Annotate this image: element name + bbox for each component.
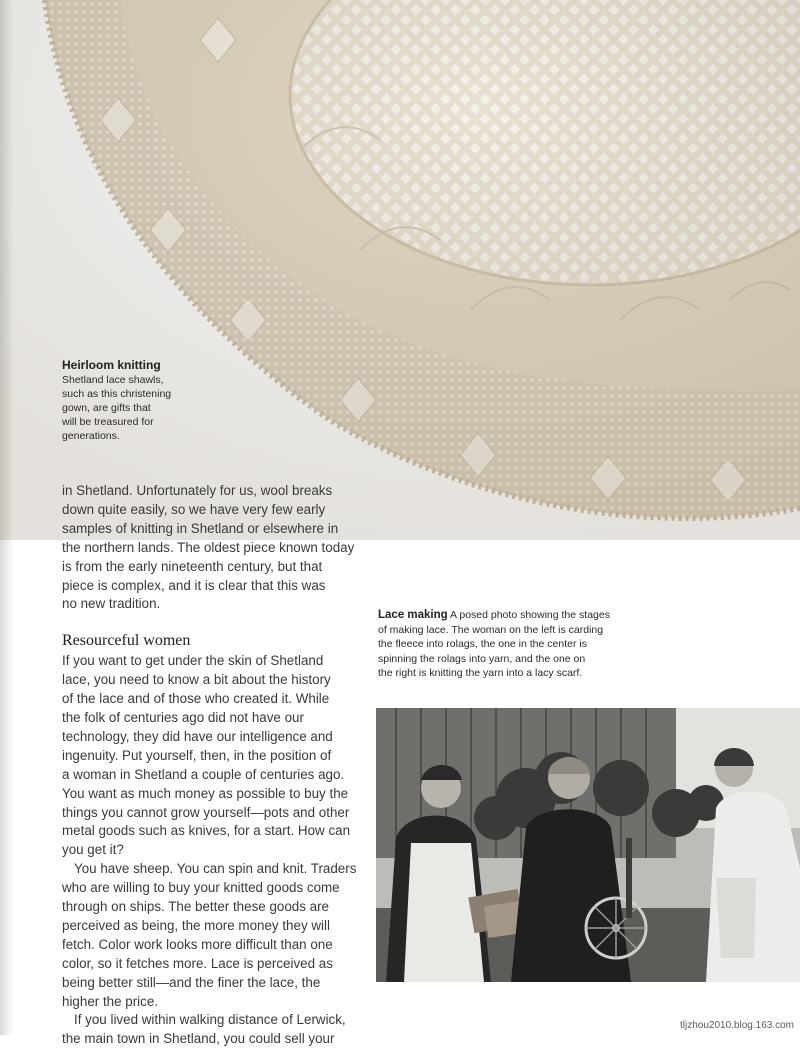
text-line: You have sheep. You can spin and knit. Traders bbox=[74, 861, 357, 877]
text-line: You want as much money as possible to buy the bbox=[62, 785, 349, 801]
paragraph-2 bbox=[62, 860, 382, 1011]
text-line: you get it? bbox=[62, 842, 124, 858]
text-line: the northern lands. The oldest piece known today bbox=[62, 539, 355, 555]
text-line: of the lace and of those who created it. While bbox=[62, 691, 330, 707]
text-line: down quite easily, so we have very few early bbox=[62, 501, 326, 517]
caption-lace-making bbox=[378, 608, 648, 681]
caption-heirloom-line: generations. bbox=[62, 430, 120, 442]
text-line: If you want to get under the skin of Shetland bbox=[62, 653, 324, 669]
text-line: color, so it fetches more. Lace is perceived as bbox=[62, 955, 333, 971]
text-line: being better still—and the finer the lace, the bbox=[62, 974, 321, 990]
caption-lace-line: the right is knitting the yarn into a lacy scarf. bbox=[378, 667, 583, 679]
caption-lace-line: A posed photo showing the stages bbox=[450, 609, 610, 621]
caption-heirloom-line: will be treasured for bbox=[62, 416, 154, 428]
caption-heirloom-line: gown, are gifts that bbox=[62, 402, 151, 414]
caption-lace-line: of making lace. The woman on the left is carding bbox=[378, 623, 604, 636]
footer-credit: tljzhou2010.blog.163.com bbox=[680, 1020, 794, 1031]
text-line: no new tradition. bbox=[62, 596, 161, 612]
paragraph-3 bbox=[62, 1011, 382, 1049]
text-line: technology, they did have our intelligence and bbox=[62, 728, 333, 744]
section-heading: Resourceful women bbox=[62, 632, 191, 650]
lace-making-photo bbox=[376, 708, 800, 982]
text-line: perceived as being, the more money they will bbox=[62, 917, 330, 933]
caption-lace-line: spinning the rolags into yarn, and the one on bbox=[378, 652, 586, 665]
text-line: ingenuity. Put yourself, then, in the position of bbox=[62, 747, 332, 763]
caption-heirloom-title: Heirloom knitting bbox=[62, 358, 161, 372]
paragraph-1 bbox=[62, 652, 382, 860]
text-line: the main town in Shetland, you could sell your bbox=[62, 1031, 335, 1047]
text-line: samples of knitting in Shetland or elsewhere in bbox=[62, 520, 339, 536]
body-column bbox=[62, 482, 382, 1049]
text-line: a woman in Shetland a couple of centuries ago. bbox=[62, 766, 345, 782]
intro-paragraph bbox=[62, 482, 382, 614]
text-line: the folk of centuries ago did not have our bbox=[62, 709, 304, 725]
lace-making-image bbox=[376, 708, 800, 982]
caption-heirloom-line: such as this christening bbox=[62, 388, 172, 400]
text-line: higher the price. bbox=[62, 993, 159, 1009]
caption-heirloom bbox=[62, 358, 202, 443]
text-line: piece is complex, and it is clear that this was bbox=[62, 577, 326, 593]
caption-heirloom-line: Shetland lace shawls, bbox=[62, 374, 164, 386]
text-line: If you lived within walking distance of Lerwick, bbox=[74, 1012, 346, 1028]
text-line: through on ships. The better these goods are bbox=[62, 899, 330, 915]
text-line: lace, you need to know a bit about the history bbox=[62, 672, 331, 688]
caption-lace-line: the fleece into rolags, the one in the center is bbox=[378, 638, 587, 650]
text-line: who are willing to buy your knitted goods come bbox=[62, 880, 340, 896]
text-line: fetch. Color work looks more difficult than one bbox=[62, 936, 333, 952]
caption-lace-title: Lace making bbox=[378, 609, 448, 621]
text-line: things you cannot grow yourself—pots and other bbox=[62, 804, 350, 820]
text-line: in Shetland. Unfortunately for us, wool breaks bbox=[62, 483, 333, 498]
text-line: metal goods such as knives, for a start. How can bbox=[62, 823, 351, 839]
text-line: is from the early nineteenth century, but that bbox=[62, 558, 323, 574]
